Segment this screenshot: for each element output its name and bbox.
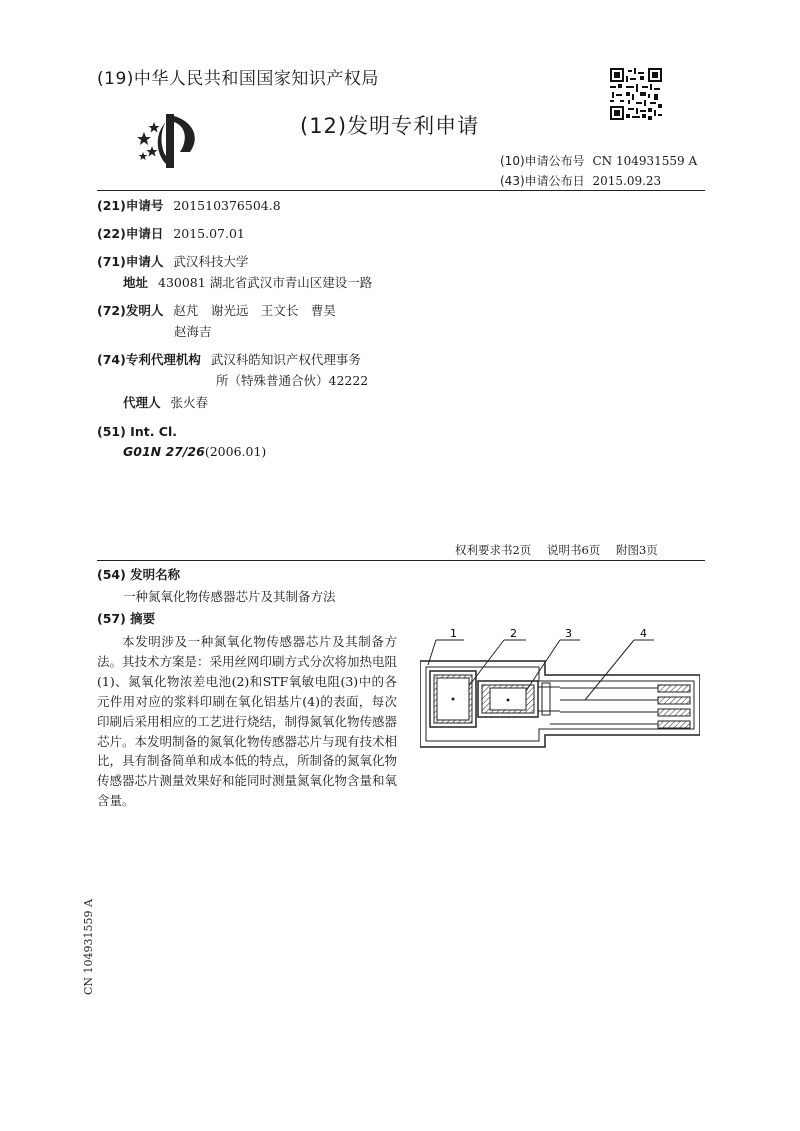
page-counts (455, 542, 670, 558)
int-cl-label: (51) Int. Cl. (97, 424, 178, 439)
invention-title-label: (54) 发明名称 (97, 567, 181, 582)
qr-code-icon (610, 68, 662, 120)
filing-date-label: (22)申请日 (97, 226, 164, 241)
publication-date-row (500, 172, 661, 189)
figure-label-1: 1 (450, 627, 457, 640)
int-cl-version: (2006.01) (204, 444, 267, 459)
inventors-label: (72)发明人 (97, 303, 164, 318)
publication-date-label: (43)申请公布日 (500, 174, 585, 188)
figure-label-3: 3 (565, 627, 572, 640)
publication-number: CN 104931559 A (592, 154, 698, 168)
inventors-line-1: 赵芃 谢光远 王文长 曹昊 (173, 303, 336, 318)
applicant-row (97, 254, 248, 270)
figure-label-4: 4 (640, 627, 647, 640)
abstract-text: 本发明涉及一种氮氧化物传感器芯片及其制备方法。其技术方案是：采用丝网印刷方式分次将加热电阻(1)、氮氧化物浓差电池(2)和STF氧敏电阻(3)中的各元件用对应的浆料印刷在氧化铝基片(4)的表面，每次印刷后采用相应的工艺进行烧结，制得氮氧化物传感器芯片。本发明制备的氮氧化物传感器芯片与现有技术相比，具有制备简单和成本低的特点，所制备的氮氧化物传感器芯片测量效果好和能同时测量氮氧化物含量和氧含量。 (97, 634, 398, 809)
int-cl-code: G01N 27/26 (123, 444, 205, 459)
inventors-line-2: 赵海吉 (174, 324, 212, 339)
filing-date: 2015.07.01 (173, 226, 245, 241)
sensor-chip-diagram (420, 625, 700, 750)
agency-line-2: 所（特殊普通合伙）42222 (216, 373, 369, 388)
office-name: (19)中华人民共和国国家知识产权局 (97, 69, 379, 89)
inventors-row (97, 303, 336, 319)
address-label: 地址 (123, 275, 149, 290)
application-number: 201510376504.8 (173, 198, 281, 213)
application-number-row (97, 198, 281, 214)
applicant-name: 武汉科技大学 (173, 254, 249, 269)
claims-page-count: 权利要求书2页 (455, 543, 532, 557)
address-row (123, 275, 372, 291)
agency-row (97, 352, 361, 368)
publication-number-row (500, 152, 697, 169)
agency-line-1: 武汉科皓知识产权代理事务 (210, 352, 361, 367)
agency-label: (74)专利代理机构 (97, 352, 201, 367)
body-divider (97, 560, 705, 561)
figure-label-2: 2 (510, 627, 517, 640)
description-page-count: 说明书6页 (546, 543, 601, 557)
invention-title: 一种氮氧化物传感器芯片及其制备方法 (123, 589, 336, 604)
abstract-label: (57) 摘要 (97, 611, 156, 626)
document-type-title: (12)发明专利申请 (300, 114, 480, 138)
agent-label: 代理人 (123, 395, 161, 410)
agent-name: 张火春 (170, 395, 209, 410)
applicant-label: (71)申请人 (97, 254, 164, 269)
address-value: 430081 湖北省武汉市青山区建设一路 (158, 275, 373, 290)
side-publication-number (72, 895, 102, 995)
publication-date: 2015.09.23 (592, 174, 662, 188)
agent-row (123, 395, 208, 411)
filing-date-row (97, 226, 245, 242)
drawings-page-count: 附图3页 (615, 543, 658, 557)
side-publication-text: CN 104931559 A (82, 899, 95, 995)
application-number-label: (21)申请号 (97, 198, 164, 213)
header-divider (97, 190, 705, 191)
publication-number-label: (10)申请公布号 (500, 154, 585, 168)
int-cl-row (123, 444, 266, 460)
cnipa-emblem-icon (130, 108, 210, 174)
